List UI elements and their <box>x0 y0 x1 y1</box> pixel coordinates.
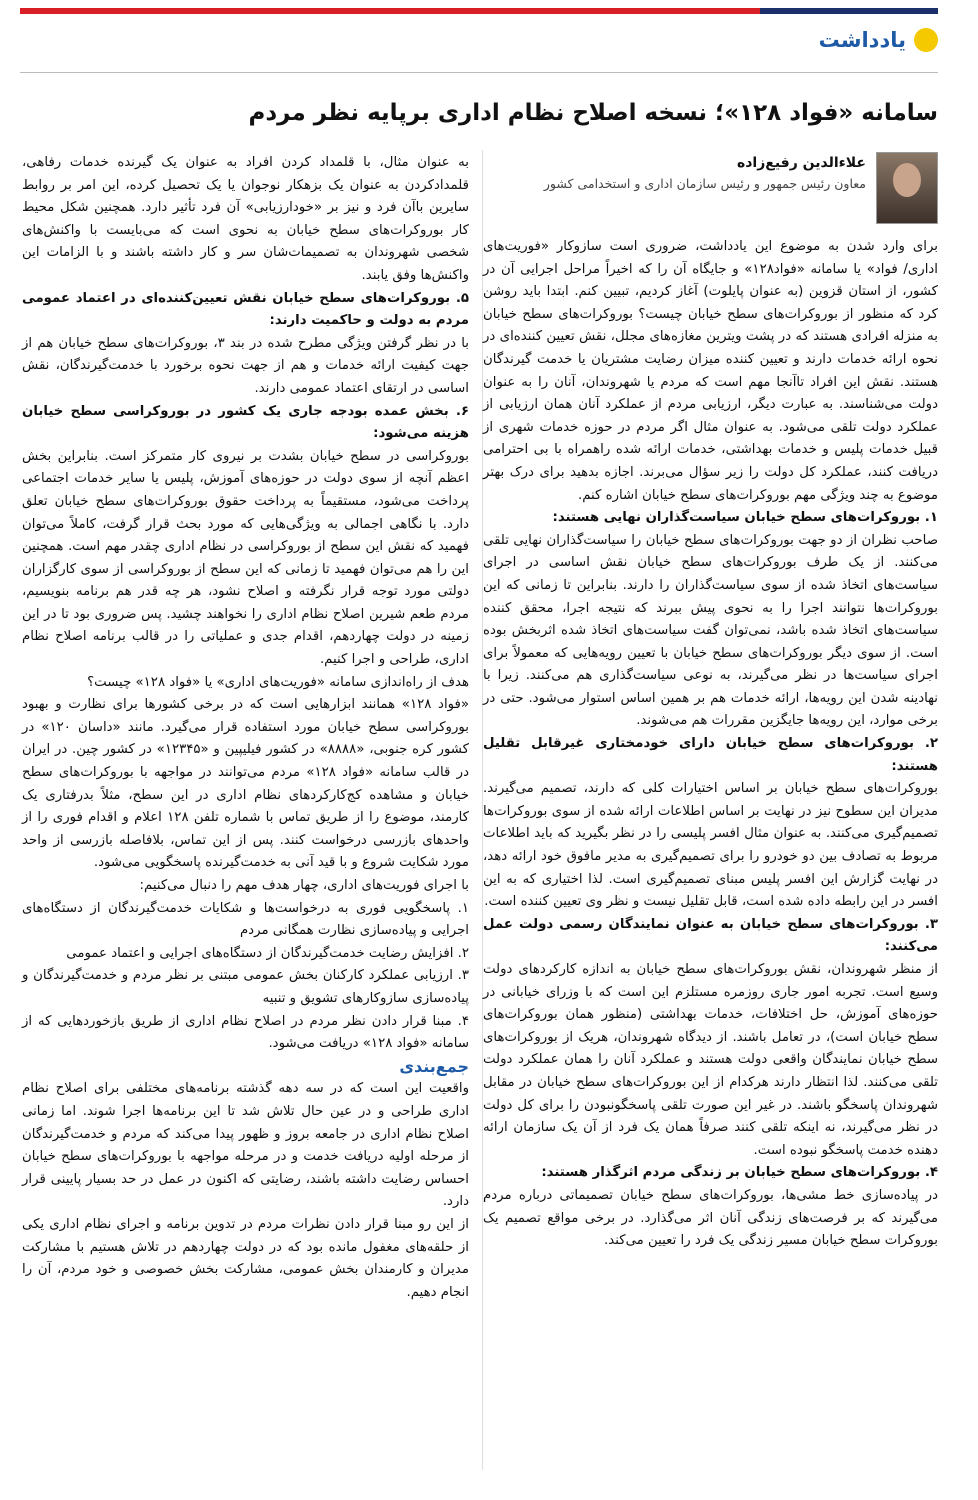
section-1-title: ۱. بوروکرات‌های سطح خیابان سیاست‌گذاران نهایی هستند: <box>552 510 938 526</box>
section-4-text: در پیاده‌سازی خط مشی‌ها، بوروکرات‌های سطح خیابان تصمیماتی درباره مردم می‌گیرند که بر فرصت‌های زندگی آنان اثر می‌گذارد. در برخی مواقع تصمیم یک بوروکرات سطح خیابان مسیر زندگی یک فرد را تعیین می‌کند. <box>483 1187 938 1249</box>
right-column <box>483 152 938 1253</box>
goal-question: هدف از راه‌اندازی سامانه «فوریت‌های اداری» یا «فواد ۱۲۸» چیست؟ <box>87 674 469 690</box>
section-3-text: از منظر شهروندان، نقش بوروکرات‌های سطح خیابان به اندازه کارکردهای دولت وسیع است. تجربه امور جاری روزمره مستلزم این است که با وزرای خیابانی در حوزه‌های آموزش، حل اختلافات، خدمات بهداشتی (منظور همان بوروکرات‌های سطح خیابان است)، در تعامل باشند. از دیدگاه شهروندان، هریک از بوروکرات‌های سطح خیابان نمایندگان واقعی دولت هستند و عملکرد آنان را همان عملکرد دولت تلقی می‌کنند. لذا انتظار دارند هرکدام از این بوروکرات‌های سطح خیابان در مقابل شهروندان پاسخگو باشند. در غیر این صورت تلقی پاسخگونبودن را برای کل دولت در نظر می‌گیرند، نه اینکه تلقی کنند صرفاً همان یک فرد از آن یک سازمان ارائه دهنده خدمت پاسخگو نبوده است. <box>483 962 938 1158</box>
goal-text: «فواد ۱۲۸» همانند ابزارهایی است که در برخی کشورها برای نظارت و بهبود بوروکراسی سطح خیابان مورد استفاده قرار می‌گیرد. مانند «داسان ۱۲۰» در کشور کره جنوبی، «۸۸۸۸» در کشور فیلیپین و «۱۲۳۴۵» در کشور چین. در ایران در قالب سامانه «فواد ۱۲۸» مردم می‌توانند در مواجهه با بوروکرات‌های سطح خیابان و مشاهده کج‌کارکردهای نظام اداری در این سطح، مثلاً بدرفتاری یک کارمند، موضوع را از طریق تماس با شماره تلفن ۱۲۸ اعلام و اقدام فوری را از واحدهای بازرسی درخواست کنند. پس از این تماس، بلافاصله بازرسی از واحد مورد شکایت شروع و با قید آنی به خدمت‌گیرنده پاسخگویی می‌شود. <box>22 697 470 871</box>
author-role: معاون رئیس جمهور و رئیس سازمان اداری و استخدامی کشور <box>543 176 866 191</box>
conclusion-title: جمع‌بندی <box>399 1056 469 1076</box>
section-1-text: صاحب نظران از دو جهت بوروکرات‌های سطح خیابان را سیاست‌گذاران نهایی تلقی می‌کنند. از یک طرف بوروکرات‌های سطح خیابان نقش اساسی در اجرای سیاست‌های اتخاذ شده از سوی سیاست‌گذاران را دارند. بنابراین تا زمانی که این بوروکرات‌ها نتوانند اجرا را به نحوی پیش ببرند که نتیجه اجرا، محقق کننده سیاست‌های اتخاذ شده باشد، نمی‌توان گفت سیاست‌های اتخاذ شده اثربخش بوده است. از سوی دیگر بوروکرات‌های سطح خیابان با تعیین رویه‌هایی که معمولاً برای اجرای سیاست‌ها در نظر می‌گیرند، به نوعی سیاست‌گذاری هم می‌کنند. زیرا با نهادینه شدن این رویه‌ها، ارائه خدمات هم بر همین اساس استوار می‌شود. حتی در برخی موارد، این رویه‌ها جایگزین مقررات هم می‌شوند. <box>483 532 938 729</box>
section-2-title: ۲. بوروکرات‌های سطح خیابان دارای خودمختاری غیرقابل تقلیل هستند: <box>483 736 938 774</box>
final-paragraph: از این رو مبنا قرار دادن نظرات مردم در تدوین برنامه و اجرای نظام اداری یکی از حلقه‌های مغفول مانده بود که در دولت چهاردهم در تلاش هستیم با مشارکت مدیران و کارمندان بخش عمومی، مشارکت بخش خصوصی و خود مردم، آن را انجام دهیم. <box>22 1216 469 1300</box>
section-2-text: بوروکرات‌های سطح خیابان بر اساس اختیارات کلی که دارند، تصمیم می‌گیرند. مدیران این سطوح نیز در نهایت بر اساس اطلاعات ارائه شده از سوی بوروکرات‌ها تصمیم‌گیری می‌کنند. به عنوان مثال افسر پلیسی را در نظر بگیرید که باید اطلاعات مربوط به تصادف بین دو خودرو را برای تصمیم‌گیری به مدیر مافوق خود ارائه دهد، در نهایت گزارش این افسر پلیس مبنای تصمیم‌گیری است. لذا اختیاری که به این افسر در این رابطه داده شده است، قابل تقلیل نیست و نظر وی تعیین کننده است. <box>483 781 938 910</box>
section-label: یادداشت <box>818 28 906 52</box>
top-accent-bar <box>760 8 938 14</box>
conclusion-text: واقعیت این است که در سه دهه گذشته برنامه‌های مختلفی برای اصلاح نظام اداری طراحی و در عین حال تلاش شد تا این برنامه‌ها اجرا شوند. اما زمانی اصلاح نظام اداری در جامعه بروز و ظهور پیدا می‌کند که مردم و خدمت‌گیرندگان از مرحله اولیه دریافت خدمت و در مرحله مواجهه با بوروکرات‌های سطح خیابان احساس رضایت داشته باشند، رضایتی که اکنون در عمل در حد بسیار پایینی قرار دارد. <box>22 1081 469 1210</box>
section-3-title: ۳. بوروکرات‌های سطح خیابان به عنوان نمایندگان رسمی دولت عمل می‌کنند: <box>483 916 938 955</box>
left-column <box>22 152 469 1304</box>
section-5-title: ۵. بوروکرات‌های سطح خیابان نقش تعیین‌کننده‌ای در اعتماد عمومی مردم به دولت و حاکمیت دارند: <box>22 290 469 329</box>
author-box <box>483 152 938 224</box>
author-photo <box>876 152 938 224</box>
section-6-title: ۶. بخش عمده بودجه جاری یک کشور در بوروکراسی سطح خیابان هزینه می‌شود: <box>22 403 469 442</box>
header-rule <box>20 72 938 73</box>
goal-item: ۴. مبنا قرار دادن نظر مردم در اصلاح نظام اداری از طریق بازخوردهایی که از سامانه «فواد ۱۲۸» دریافت می‌شود. <box>22 1013 469 1052</box>
article-headline: سامانه «فواد ۱۲۸»؛ نسخه اصلاح نظام اداری برپایه نظر مردم <box>248 100 938 126</box>
goal-item: ۳. ارزیابی عملکرد کارکنان بخش عمومی مبتنی بر نظر مردم و خدمت‌گیرندگان و پیاده‌سازی سازوکارهای تشویق و تنبیه <box>22 968 469 1006</box>
intro-paragraph: برای وارد شدن به موضوع این یادداشت، ضروری است سازوکار «فوریت‌های اداری/ فواد» یا سامانه «فواد۱۲۸» و جایگاه آن را که اخیراً مراحل اجرایی آن در کشور، از استان قزوین (به عنوان پایلوت) آغاز کردیم، تبیین کنم. ابتدا باید روشن کرد که منظور از بوروکرات‌های سطح خیابان چیست؟ بوروکرات‌های سطح خیابان به منزله افرادی هستند که در پشت ویترین مغازه‌های مجلل، نقش تعیین کننده‌ای در نحوه ارائه خدمات دارند و تعیین کننده میزان رضایت مشتریان یا خدمت گیرندگان هستند. نقش این افراد تاآنجا مهم است که مردم یا شهروندان، آنان را به عنوان دولت می‌شناسند. به عبارت دیگر، ارزیابی مردم از عملکرد آنان همان ارزیابی از عملکرد دولت تلقی می‌شود. به عنوان مثال اگر مردم در حوزه خدمات شهری از قبیل خدمات پلیس و خدمات بهداشتی، خدمات ارائه شده راهمراه با بی احترامی دریافت کنند، عملکرد کل دولت را زیر سؤال می‌برند. اجازه بدهید برای درک بهتر موضوع به چند ویژگی مهم بوروکرات‌های سطح خیابان اشاره کنم. <box>483 239 939 503</box>
section-4-title: ۴. بوروکرات‌های سطح خیابان بر زندگی مردم اثرگذار هستند: <box>541 1165 938 1181</box>
section-6-text: بوروکراسی در سطح خیابان بشدت بر نیروی کار متمرکز است. بنابراین بخش اعظم آنچه از سوی دولت در حوزه‌های آموزش، پلیس یا سایر خدمات اجتماعی پرداخت می‌شود، مستقیماً به پرداخت حقوق بوروکرات‌های سطح خیابان تعلق دارد. با نگاهی اجمالی به ویژگی‌هایی که مورد بحث قرار گرفت، کاملاً می‌توان فهمید که نقش این سطح از بوروکراسی در نظام اداری چقدر مهم است. همچنین این را هم می‌توان فهمید تا زمانی که این سطح از بوروکراسی از سوی کارگزاران دولتی مورد توجه قرار نگرفته و اصلاح نشود، هر چه قدر هم برنامه بنویسیم، مردم طعم شیرین اصلاح نظام اداری را نخواهند چشید. پس ضروری بود تا در این زمینه در دولت چهاردهم، اقدام جدی و عملیاتی را در قالب برنامه اصلاح نظام اداری، طراحی و اجرا کنیم. <box>22 448 469 668</box>
continuation-paragraph: به عنوان مثال، با قلمداد کردن افراد به عنوان یک گیرنده خدمات رفاهی، قلمدادکردن به عنوان یک بزهکار نوجوان یا یک تحصیل کرده، این امر بر روابط سایرین باآن فرد و نیز بر «خودارزیابی» آن فرد تأثیر دارد. همچنین شکل محیط کار بوروکرات‌های سطح خیابان به نحوی است که می‌بایست با واکنش‌های شخصی شهروندان به تصمیمات‌شان سر و کار داشته باشند و با الزامات این واکنش‌ها وفق یابند. <box>22 155 469 283</box>
section-tag <box>819 28 938 52</box>
yellow-dot-icon <box>914 28 938 52</box>
goal-item: ۲. افزایش رضایت خدمت‌گیرندگان از دستگاه‌های اجرایی و اعتماد عمومی <box>66 945 469 961</box>
section-5-text: با در نظر گرفتن ویژگی مطرح شده در بند ۳، بوروکرات‌های سطح خیابان هم از جهت کیفیت ارائه خدمات و هم از جهت نحوه برخورد با خدمت‌گیرندگان، نقش اساسی در ارتقای اعتماد عمومی دارند. <box>22 335 469 396</box>
author-name: علاءالدین رفیع‌زاده <box>736 155 866 171</box>
top-accent-bar-red <box>20 8 760 14</box>
goal-item: ۱. پاسخگویی فوری به درخواست‌ها و شکایات خدمت‌گیرندگان از دستگاه‌های اجرایی و پیاده‌سازی نظارت همگانی مردم <box>22 900 469 939</box>
goals-intro: با اجرای فوریت‌های اداری، چهار هدف مهم را دنبال می‌کنیم: <box>139 878 469 893</box>
